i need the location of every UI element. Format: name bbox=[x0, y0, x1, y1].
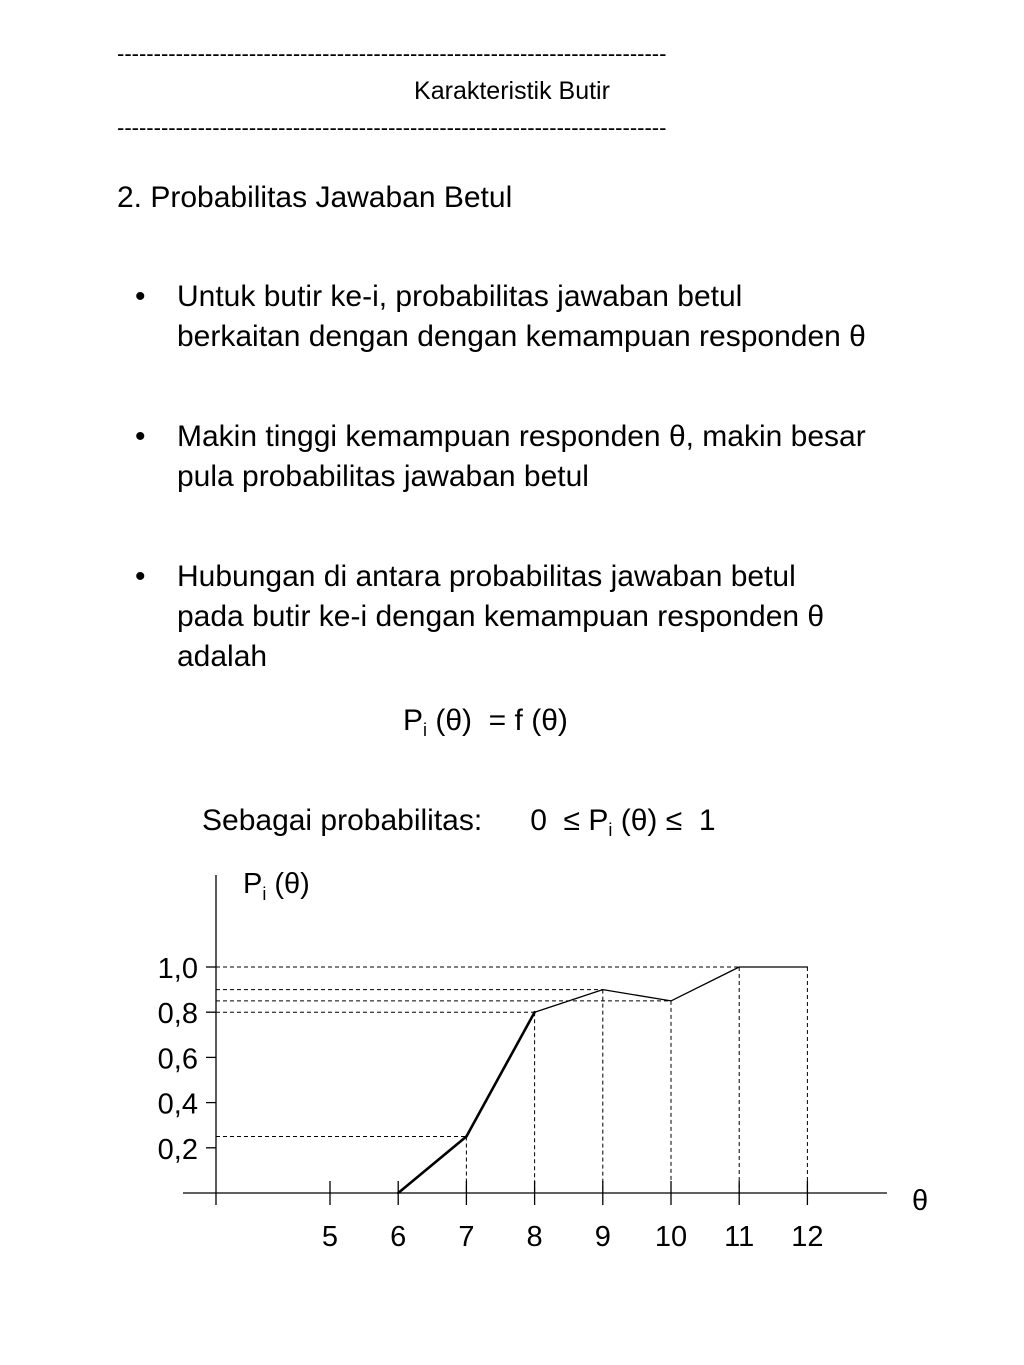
x-tick-label: 5 bbox=[321, 1221, 339, 1253]
x-tick-label: 12 bbox=[791, 1221, 824, 1253]
x-tick-label: 10 bbox=[654, 1221, 688, 1253]
formula-p: P bbox=[403, 704, 424, 737]
bullet-line: pada butir ke-i dengan kemampuan responden θ bbox=[177, 600, 825, 633]
top-divider: --------------------------------------------------------------------------- bbox=[117, 42, 667, 66]
bullet-line: berkaitan dengan dengan kemampuan responden θ bbox=[177, 320, 866, 353]
curve-segment bbox=[466, 1012, 534, 1136]
y-tick-label: 1,0 bbox=[157, 953, 198, 985]
bullet-line: adalah bbox=[177, 640, 268, 673]
x-tick-label: 9 bbox=[594, 1221, 611, 1253]
x-axis-label: θ bbox=[912, 1185, 929, 1217]
y-tick-label: 0,8 bbox=[157, 998, 198, 1031]
y-axis-label: $P_i$ (θ) bbox=[243, 868, 310, 904]
x-tick-label: 6 bbox=[390, 1221, 407, 1253]
bullet-text bbox=[177, 557, 977, 677]
chart-ticks bbox=[206, 967, 807, 1205]
bullet-line: Hubungan di antara probabilitas jawaban betul bbox=[177, 560, 796, 593]
header-title: Karakteristik Butir bbox=[414, 77, 610, 105]
bullet-text bbox=[177, 417, 977, 497]
section-heading: 2. Probabilitas Jawaban Betul bbox=[117, 181, 513, 214]
chart-axes bbox=[183, 875, 887, 1205]
range-subscript: i bbox=[608, 820, 613, 840]
bullet-line: Untuk butir ke-i, probabilitas jawaban betul bbox=[177, 280, 743, 313]
curve-segment bbox=[398, 1137, 466, 1194]
bottom-divider: --------------------------------------------------------------------------- bbox=[117, 116, 667, 140]
range-left: 0 ≤ bbox=[530, 804, 589, 837]
reference-lines bbox=[216, 967, 807, 1193]
x-tick-label: 11 bbox=[724, 1221, 755, 1253]
range-p: P bbox=[588, 804, 609, 837]
x-tick-label: 7 bbox=[458, 1221, 475, 1253]
chart-labels bbox=[158, 868, 928, 1253]
bullet-marker: • bbox=[135, 280, 146, 313]
bullet-line: pula probabilitas jawaban betul bbox=[177, 460, 589, 493]
curve-segment bbox=[671, 967, 739, 1001]
y-tick-label: 0,2 bbox=[157, 1133, 198, 1166]
formula-lhs-arg: (θ) bbox=[427, 704, 473, 737]
y-tick-label: 0,4 bbox=[157, 1088, 198, 1121]
curve-segment bbox=[535, 990, 603, 1013]
x-tick-label: 8 bbox=[526, 1221, 543, 1253]
bullet-text bbox=[177, 277, 977, 357]
curve-segment bbox=[603, 990, 671, 1001]
range-expression bbox=[530, 804, 716, 840]
formula-subscript: i bbox=[423, 720, 428, 740]
range-label: Sebagai probabilitas: bbox=[202, 804, 483, 837]
range-right: (θ) ≤ 1 bbox=[612, 804, 716, 837]
formula-range bbox=[202, 803, 716, 839]
formula-rhs: = f (θ) bbox=[472, 704, 568, 737]
bullet-line: Makin tinggi kemampuan responden θ, makin besar bbox=[177, 420, 866, 453]
bullet-marker: • bbox=[135, 560, 146, 593]
bullet-marker: • bbox=[135, 420, 146, 453]
formula-definition bbox=[403, 703, 568, 739]
chart-series bbox=[398, 967, 807, 1193]
y-tick-label: 0,6 bbox=[157, 1043, 198, 1076]
